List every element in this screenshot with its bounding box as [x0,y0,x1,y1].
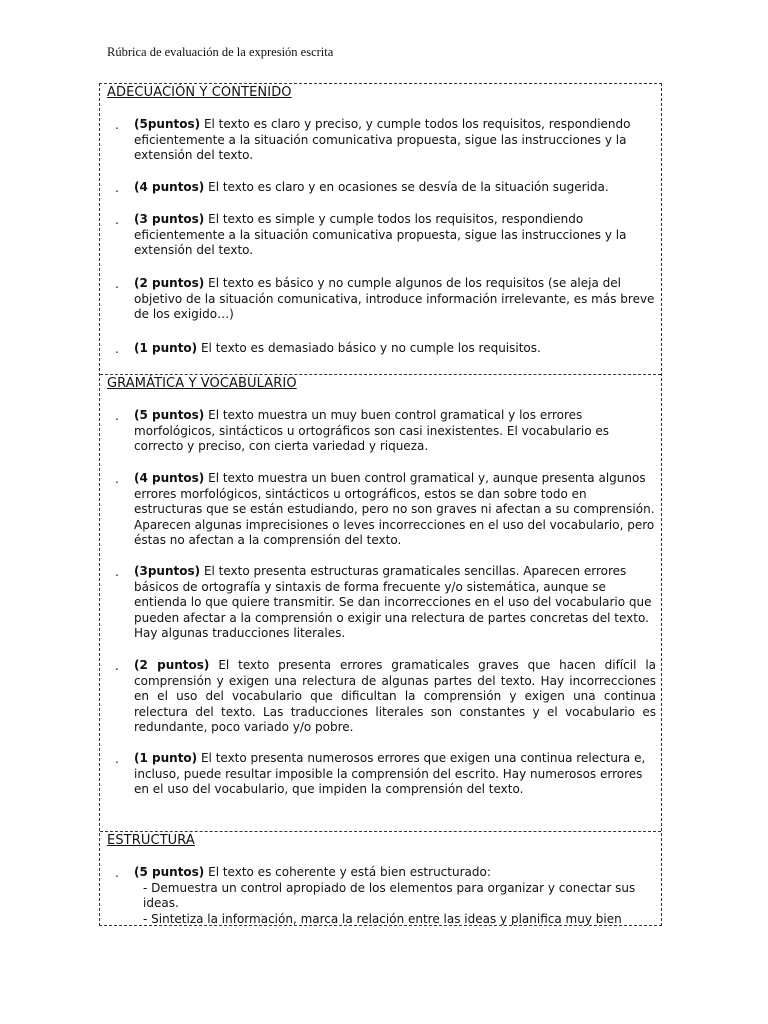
item-text [134,180,656,196]
item-text [134,408,656,455]
score-description: El texto es claro y preciso, y cumple todos los requisitos, respondiendo eficientemente a la situación comunicativa propuesta, sigue las instrucciones y la extensión del texto. [134,117,631,163]
score-description: El texto presenta errores gramaticales graves que hacen difícil la comprensión y exigen una relectura de algunas partes del texto. Hay incorrecciones en el uso del vocabulario que dificultan la comprensión y exigen una continua relectura del texto. Las traducciones literales son constantes y el vocabulario es redundante, poco variado y/o pobre. [134,658,657,735]
item-text [134,564,656,642]
bullet: . [115,277,119,291]
bullet: . [115,866,119,880]
score-label: (5 puntos) [134,408,205,422]
score-label: (1 punto) [134,341,198,355]
section-title: ESTRUCTURA [107,833,195,848]
bullet: . [115,181,119,195]
section-estructura [100,832,661,925]
sub-point: - Demuestra un control apropiado de los elementos para organizar y conectar sus ideas. [143,880,636,911]
item-text [134,658,656,736]
bullet: . [115,213,119,227]
section-gramatica [100,375,661,832]
item-text [134,751,656,798]
score-description: El texto presenta estructuras gramaticales sencillas. Aparecen errores básicos de ortografía y sintaxis de forma frecuente y/o sistemática, aunque se entienda lo que quiere transmitir. Se dan incorrecciones en el uso del vocabulario que pueden afectar a la comprensión o exigir una relectura de partes concretas del texto. Hay algunas traducciones literales. [134,564,652,641]
section-title: GRAMÁTICA Y VOCABULARIO [107,376,297,391]
bullet: . [115,118,119,132]
score-label: (1 punto) [134,751,198,765]
score-description: El texto muestra un muy buen control gramatical y los errores morfológicos, sintácticos u ortográficos son casi inexistentes. El vocabulario es correcto y preciso, con cierta variedad y riqueza. [134,408,610,454]
score-description: El texto es demasiado básico y no cumple los requisitos. [197,341,541,355]
score-label: (3 puntos) [134,212,205,226]
item-text [134,341,656,357]
document-title: Rúbrica de evaluación de la expresión escrita [107,45,334,59]
item-text [134,865,656,926]
score-label: (4 puntos) [134,471,205,485]
score-label: (4 puntos) [134,180,205,194]
score-description: El texto muestra un buen control gramatical y, aunque presenta algunos errores morfológicos, sintácticos u ortográficos, estos se dan sobre todo en estructuras que se están estudiando, pero no son graves ni afectan a su comprensión. Aparecen algunas imprecisiones o leves incorrecciones en el uso del vocabulario, pero éstas no afectan a la comprensión del texto. [134,471,655,548]
score-description: El texto es coherente y está bien estructurado: [204,865,491,879]
item-text [134,212,656,259]
bullet: . [115,342,119,356]
rubric-table [99,83,662,926]
item-text [134,471,656,549]
section-title: ADECUACIÓN Y CONTENIDO [107,85,292,100]
score-label: (5puntos) [134,117,201,131]
score-label: (5 puntos) [134,865,205,879]
score-description: El texto es simple y cumple todos los requisitos, respondiendo eficientemente a la situación comunicativa propuesta, sigue las instrucciones y la extensión del texto. [134,212,627,258]
section-adecuacion [100,84,661,375]
score-label: (2 puntos) [134,276,205,290]
score-label: (2 puntos) [134,658,210,672]
score-description: El texto presenta numerosos errores que exigen una continua relectura e, incluso, puede resultar imposible la comprensión del escrito. Hay numerosos errores en el uso del vocabulario, que impiden la comprensión del texto. [134,751,646,797]
bullet: . [115,472,119,486]
item-text [134,117,656,164]
bullet: . [115,565,119,579]
score-description: El texto es claro y en ocasiones se desvía de la situación sugerida. [204,180,609,194]
item-text [134,276,656,323]
sub-point: - Sintetiza la información, marca la relación entre las ideas y planifica muy bien [143,911,622,926]
bullet: . [115,752,119,766]
bullet: . [115,409,119,423]
score-label: (3puntos) [134,564,201,578]
bullet: . [115,659,119,673]
score-description: El texto es básico y no cumple algunos de los requisitos (se aleja del objetivo de la situación comunicativa, introduce información irrelevante, es más breve de los exigido…) [134,276,655,322]
